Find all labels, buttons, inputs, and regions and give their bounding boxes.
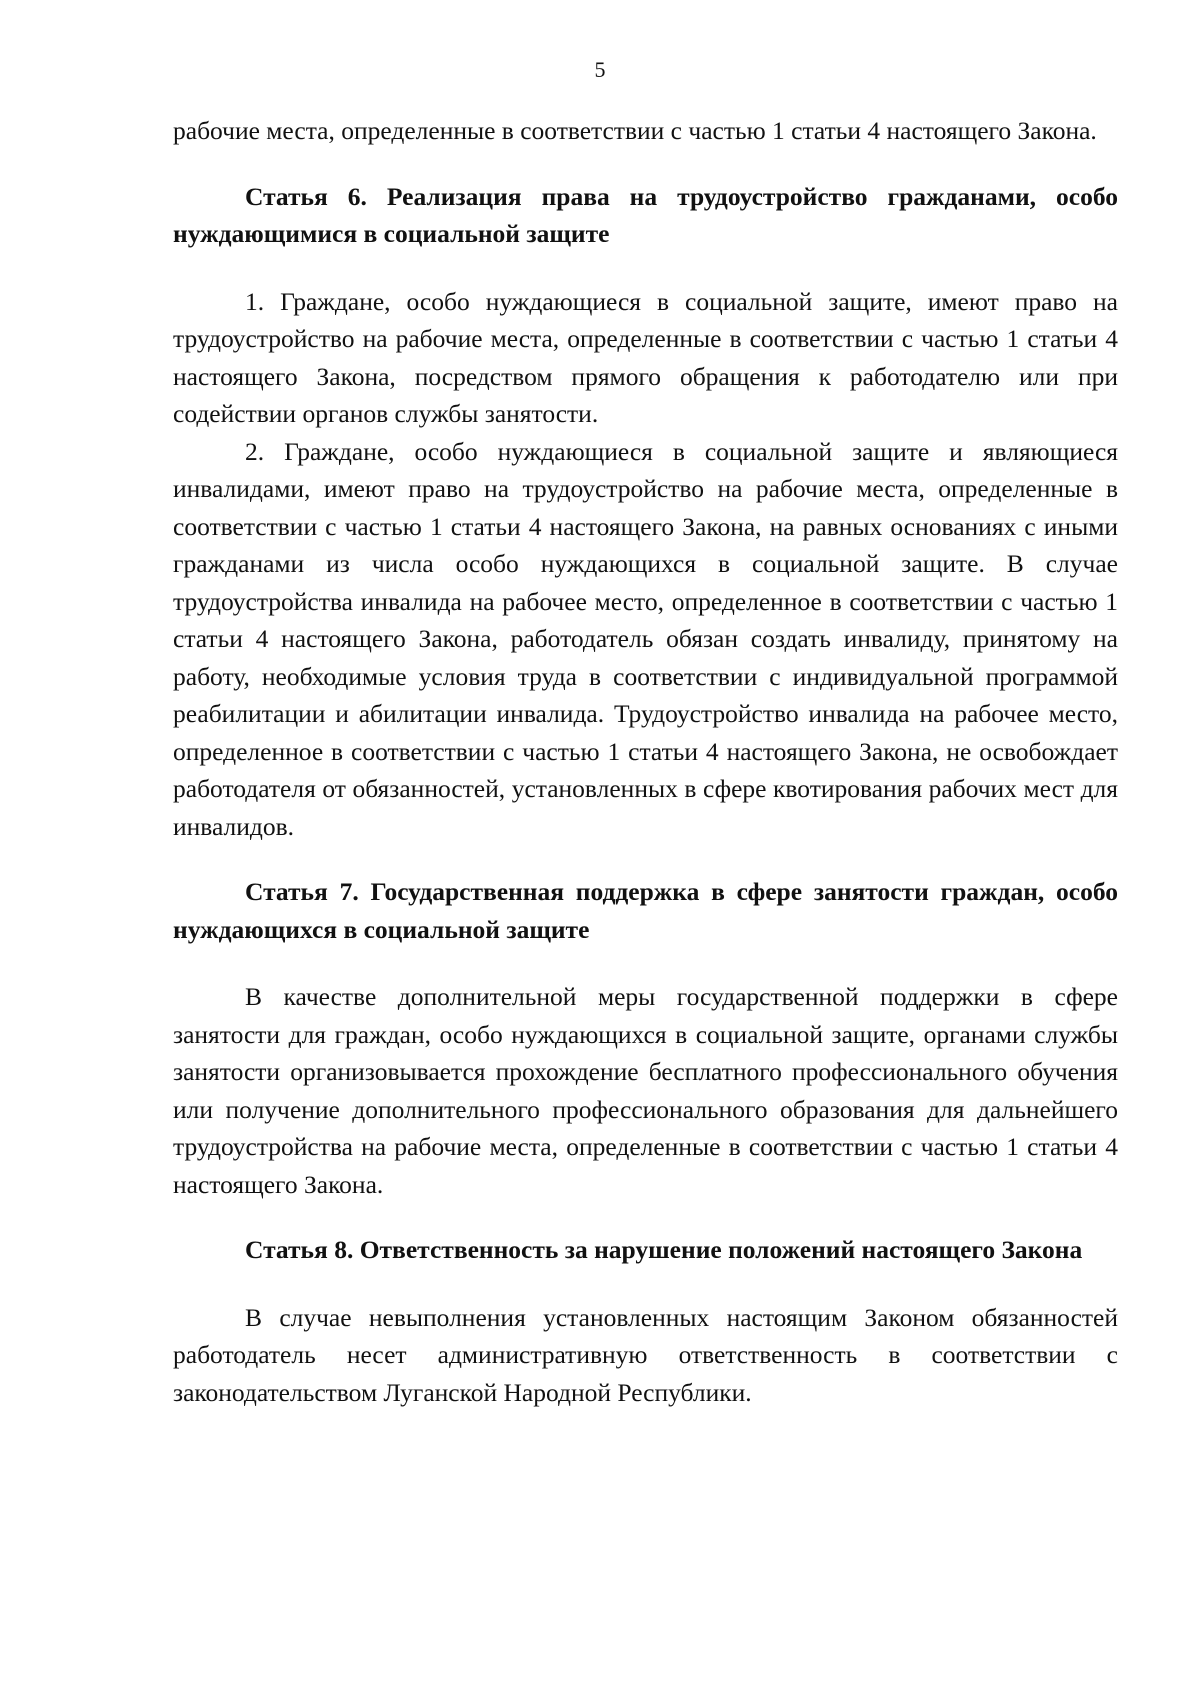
paragraph-continuation: рабочие места, определенные в соответствии с частью 1 статьи 4 настоящего Закона. [173,116,1097,145]
article-6-heading: Статья 6. Реализация права на трудоустройство гражданами, особо нуждающимися в социальной защите [173,181,1118,248]
article-8-paragraph-1: В случае невыполнения установленных настоящим Законом обязанностей работодатель несет административную ответственность в соответствии с законодательством Луганской Народной Республики. [173,1302,1118,1407]
page-number: 5 [594,57,606,82]
article-7-paragraph-1: В качестве дополнительной меры государственной поддержки в сфере занятости для граждан, особо нуждающихся в социальной защите, органами службы занятости организовывается прохождение бесплатного профессионального обучения или получение дополнительного профессионального образования для дальнейшего трудоустройства на рабочие места, определенные в соответствии с частью 1 статьи 4 настоящего Закона. [173,982,1118,1199]
document-body [173,112,1118,1411]
article-6-paragraph-1: 1. Граждане, особо нуждающиеся в социальной защите, имеют право на трудоустройство на рабочие места, определенные в соответствии с частью 1 статьи 4 настоящего Закона, посредством прямого обращения к работодателю или при содействии органов службы занятости. [173,286,1118,428]
article-8-heading: Статья 8. Ответственность за нарушение положений настоящего Закона [245,1235,1083,1264]
article-7-heading: Статья 7. Государственная поддержка в сфере занятости граждан, особо нуждающихся в социальной защите [173,877,1118,944]
article-6-paragraph-2: 2. Граждане, особо нуждающиеся в социальной защите и являющиеся инвалидами, имеют право на трудоустройство на рабочие места, определенные в соответствии с частью 1 статьи 4 настоящего Закона, на равных основаниях с иными гражданами из числа особо нуждающихся в социальной защите. В случае трудоустройства инвалида на рабочее место, определенное в соответствии с частью 1 статьи 4 настоящего Закона, работодатель обязан создать инвалиду, принятому на работу, необходимые условия труда в соответствии с индивидуальной программой реабилитации и абилитации инвалида. Трудоустройство инвалида на рабочее место, определенное в соответствии с частью 1 статьи 4 настоящего Закона, не освобождает работодателя от обязанностей, установленных в сфере квотирования рабочих мест для инвалидов. [173,436,1118,841]
